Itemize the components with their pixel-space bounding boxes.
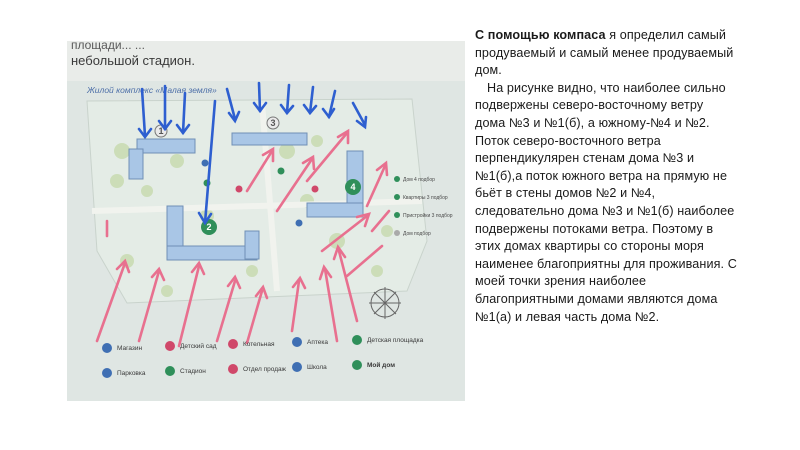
marker-2: 2 [206, 222, 212, 232]
side-legend-1: Дом 4 подбор [403, 177, 435, 183]
legend-stadium: Стадион [180, 368, 206, 375]
marker-3: 3 [270, 118, 276, 128]
paragraph-1-bold: С помощью компаса [475, 28, 606, 42]
caption-top: площади... ... [71, 41, 145, 52]
legend-playground: Детская площадка [367, 337, 424, 344]
paragraph-2: На рисунке видно, что наиболее сильно подвержены северо-восточному ветру дома №3 и №1(б), а южному-№4 и №2. Поток северо-восточного ветра перпендикулярен стенам дома №3 и №1(б),а поток южного ветра на прямую не бьёт в стены домов №2 и №4, следовательно дома №3 и №1(б) наиболее подвержены потоками ветра. Поэтому в этих домах квартиры со стороны моря наименее благоприятны для проживания. С моей точки зрения наиболее благоприятными домами являются дома №1(а) и левая часть дома №2. [475, 80, 737, 324]
side-legend-4: Дом подбор [403, 231, 431, 237]
explanation-text [475, 27, 737, 326]
legend-parking: Парковка [117, 370, 146, 377]
site-plan-drawing [67, 41, 465, 401]
legend-kindergarten: Детский сад [180, 343, 217, 350]
legend-shop: Магазин [117, 345, 143, 352]
legend-pharmacy: Аптека [307, 339, 328, 346]
site-plan-photo [67, 41, 465, 401]
building-3 [232, 133, 307, 145]
paragraph-1 [475, 27, 737, 80]
paragraph-1-rest: я определил самый продуваемый и самый менее продуваемый дом. [475, 28, 734, 78]
legend-sales: Отдел продаж [243, 366, 286, 373]
marker-4: 4 [350, 182, 356, 192]
complex-label: Жилой комплекс «Малая земля» [87, 85, 217, 95]
side-legend-3: Пристройки 3 подбор [403, 213, 453, 219]
legend-boiler: Котельная [243, 341, 275, 348]
legend-school: Школа [307, 364, 327, 371]
side-legend-2: Квартиры 3 подбор [403, 195, 448, 201]
legend-my-house: Мой дом [367, 362, 396, 369]
building-1 [137, 139, 195, 153]
caption-line: небольшой стадион. [71, 53, 195, 68]
marker-1: 1 [158, 126, 164, 136]
